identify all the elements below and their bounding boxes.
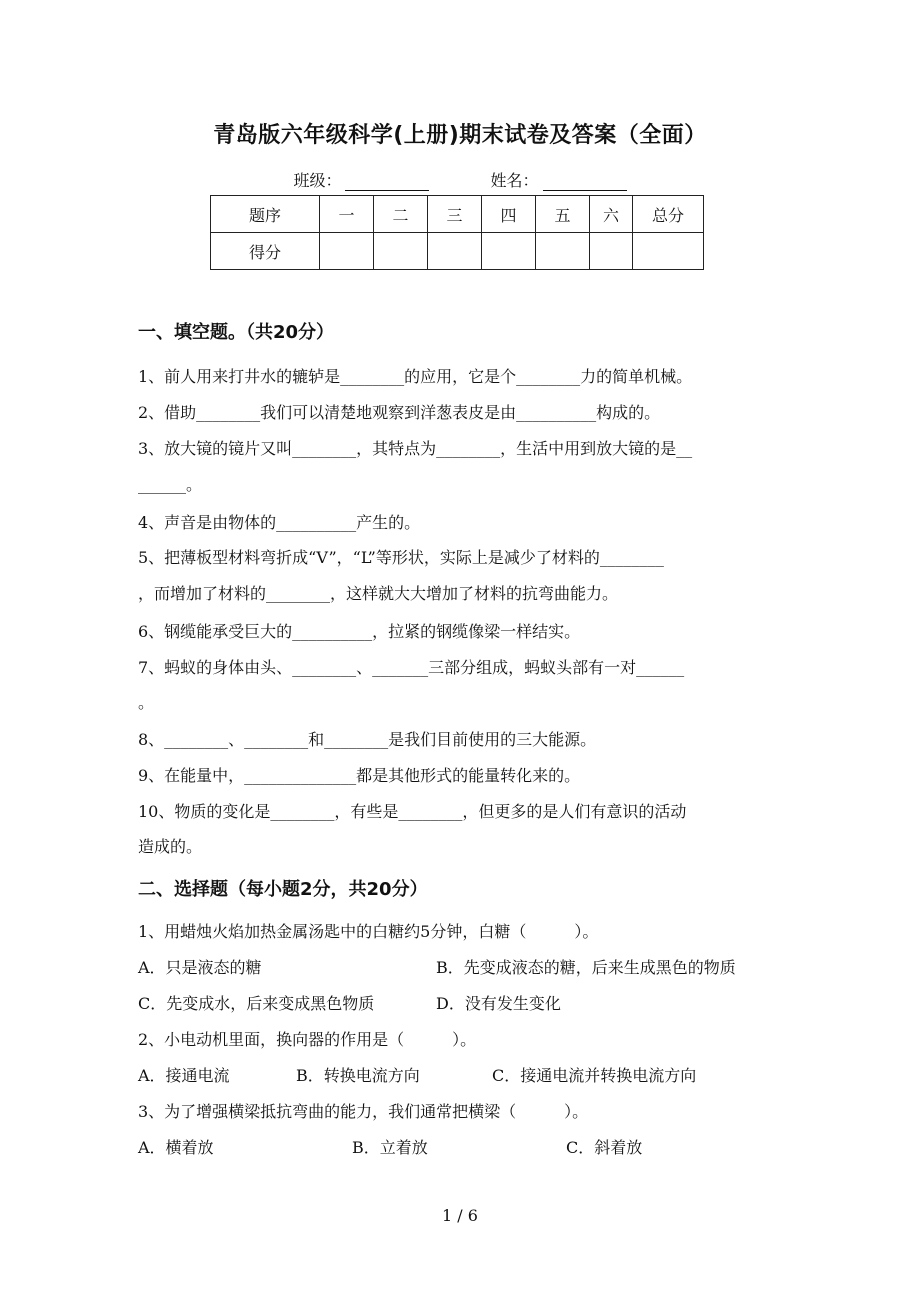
mc-option: A．横着放 bbox=[138, 1138, 214, 1157]
mc-option: B．先变成液态的糖，后来生成黑色的物质 bbox=[436, 958, 736, 977]
name-label: 姓名： bbox=[490, 171, 539, 190]
score-header-cell: 总分 bbox=[633, 196, 704, 233]
question-line: 7、蚂蚁的身体由头、________、_______三部分组成，蚂蚁头部有一对______ bbox=[138, 658, 685, 677]
score-cell bbox=[536, 233, 590, 270]
score-table bbox=[210, 195, 704, 270]
score-header-cell: 五 bbox=[536, 196, 590, 233]
score-cell bbox=[633, 233, 704, 270]
page-number: 1 / 6 bbox=[442, 1206, 478, 1225]
section2-heading: 二、选择题（每小题2分，共20分） bbox=[138, 879, 428, 900]
name-blank bbox=[543, 174, 627, 191]
question-line: ，而增加了材料的________，这样就大大增加了材料的抗弯曲能力。 bbox=[138, 584, 619, 603]
mc-question-stem: 1、用蜡烛火焰加热金属汤匙中的白糖约5分钟，白糖（ ）。 bbox=[138, 922, 599, 941]
score-header-cell: 一 bbox=[320, 196, 374, 233]
question-line: 9、在能量中，______________都是其他形式的能量转化来的。 bbox=[138, 766, 581, 785]
score-header-cell: 三 bbox=[428, 196, 482, 233]
score-cell bbox=[482, 233, 536, 270]
score-header-row bbox=[211, 196, 704, 233]
question-line: 6、钢缆能承受巨大的__________，拉紧的钢缆像梁一样结实。 bbox=[138, 622, 581, 641]
score-row-label: 得分 bbox=[211, 233, 320, 270]
mc-option: C．先变成水，后来变成黑色物质 bbox=[138, 994, 375, 1013]
question-line: 5、把薄板型材料弯折成“V”，“L”等形状，实际上是减少了材料的________ bbox=[138, 548, 664, 567]
class-field bbox=[293, 168, 429, 191]
score-cell bbox=[374, 233, 428, 270]
page-title: 青岛版六年级科学(上册)期末试卷及答案（全面） bbox=[213, 123, 707, 148]
score-cell bbox=[320, 233, 374, 270]
mc-option: B．转换电流方向 bbox=[296, 1066, 420, 1085]
student-info bbox=[0, 168, 920, 191]
mc-option: A．接通电流 bbox=[138, 1066, 230, 1085]
question-line: 3、放大镜的镜片又叫________，其特点为________，生活中用到放大镜的是__ bbox=[138, 439, 693, 458]
question-line: 8、________、________和________是我们目前使用的三大能源。 bbox=[138, 730, 597, 749]
question-line: 4、声音是由物体的__________产生的。 bbox=[138, 513, 421, 532]
name-field bbox=[491, 168, 627, 191]
score-header-cell: 四 bbox=[482, 196, 536, 233]
question-line: 10、物质的变化是________，有些是________，但更多的是人们有意识的活动 bbox=[138, 802, 687, 821]
question-line: 。 bbox=[138, 693, 155, 712]
question-line: 1、前人用来打井水的辘轳是________的应用，它是个________力的简单机械。 bbox=[138, 367, 693, 386]
score-value-row bbox=[211, 233, 704, 270]
score-cell bbox=[428, 233, 482, 270]
question-line: 2、借助________我们可以清楚地观察到洋葱表皮是由__________构成的。 bbox=[138, 403, 661, 422]
question-line: ______。 bbox=[138, 475, 203, 494]
score-header-cell: 二 bbox=[374, 196, 428, 233]
mc-option: D．没有发生变化 bbox=[436, 994, 561, 1013]
mc-option: A．只是液态的糖 bbox=[138, 958, 262, 977]
mc-question-stem: 3、为了增强横梁抵抗弯曲的能力，我们通常把横梁（ ）。 bbox=[138, 1102, 589, 1121]
mc-option: C．接通电流并转换电流方向 bbox=[492, 1066, 697, 1085]
question-line: 造成的。 bbox=[138, 837, 203, 856]
mc-option: B．立着放 bbox=[352, 1138, 428, 1157]
score-header-cell: 题序 bbox=[211, 196, 320, 233]
class-label: 班级： bbox=[293, 171, 342, 190]
mc-option: C．斜着放 bbox=[566, 1138, 643, 1157]
mc-question-stem: 2、小电动机里面，换向器的作用是（ ）。 bbox=[138, 1030, 477, 1049]
class-blank bbox=[345, 174, 429, 191]
score-cell bbox=[590, 233, 633, 270]
section1-heading: 一、填空题。（共20分） bbox=[138, 322, 335, 343]
score-header-cell: 六 bbox=[590, 196, 633, 233]
